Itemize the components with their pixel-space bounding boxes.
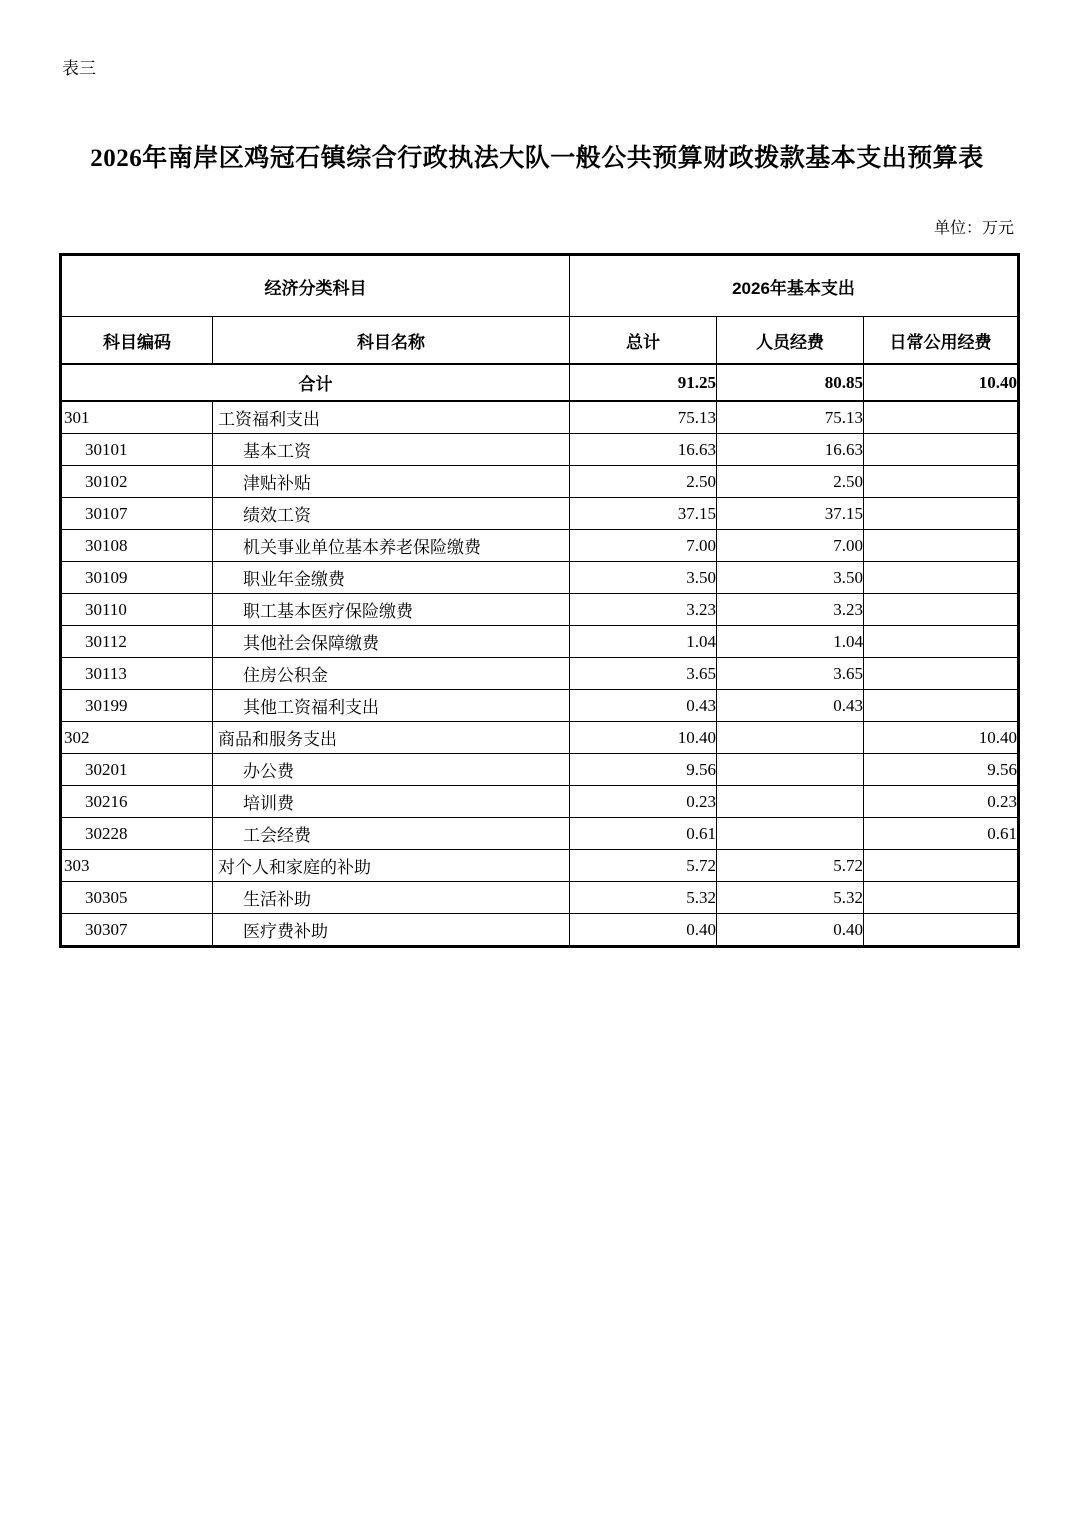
- column-header-daily-public-funds: 日常公用经费: [864, 317, 1019, 365]
- unit-note: 单位：万元: [933, 220, 1014, 237]
- subject-name: 办公费: [213, 754, 570, 786]
- subject-name: 职业年金缴费: [213, 562, 570, 594]
- value-daily: [864, 850, 1019, 882]
- value-total: 2.50: [570, 466, 717, 498]
- value-daily: 9.56: [864, 754, 1019, 786]
- subject-name: 津贴补贴: [213, 466, 570, 498]
- subject-code: 30216: [61, 786, 213, 818]
- value-personnel: 0.40: [717, 914, 864, 947]
- subject-code: 303: [61, 850, 213, 882]
- subject-name: 职工基本医疗保险缴费: [213, 594, 570, 626]
- table-row: [61, 594, 1019, 626]
- column-header-subject-code: 科目编码: [61, 317, 213, 365]
- value-daily: [864, 594, 1019, 626]
- value-daily: [864, 914, 1019, 947]
- column-header-subject-name: 科目名称: [213, 317, 570, 365]
- subject-code: 30102: [61, 466, 213, 498]
- total-row-daily: 10.40: [864, 364, 1019, 401]
- value-total: 75.13: [570, 401, 717, 434]
- value-daily: [864, 562, 1019, 594]
- column-header-personnel-funds: 人员经费: [717, 317, 864, 365]
- subject-name: 生活补助: [213, 882, 570, 914]
- subject-name: 培训费: [213, 786, 570, 818]
- column-header-total: 总计: [570, 317, 717, 365]
- value-personnel: 16.63: [717, 434, 864, 466]
- table-row: [61, 466, 1019, 498]
- table-body: [61, 364, 1019, 947]
- table-row: [61, 722, 1019, 754]
- value-daily: [864, 401, 1019, 434]
- corner-label: 表三: [62, 59, 96, 78]
- value-daily: [864, 498, 1019, 530]
- table-row: [61, 401, 1019, 434]
- table-row: [61, 850, 1019, 882]
- subject-code: 30228: [61, 818, 213, 850]
- value-personnel: 3.23: [717, 594, 864, 626]
- value-total: 1.04: [570, 626, 717, 658]
- value-daily: [864, 658, 1019, 690]
- value-daily: [864, 530, 1019, 562]
- subject-code: 301: [61, 401, 213, 434]
- subject-name: 住房公积金: [213, 658, 570, 690]
- value-personnel: [717, 786, 864, 818]
- subject-code: 30112: [61, 626, 213, 658]
- total-row-personnel: 80.85: [717, 364, 864, 401]
- value-personnel: [717, 818, 864, 850]
- value-total: 3.50: [570, 562, 717, 594]
- value-personnel: 3.65: [717, 658, 864, 690]
- value-total: 0.23: [570, 786, 717, 818]
- page-title: 2026年南岸区鸡冠石镇综合行政执法大队一般公共预算财政拨款基本支出预算表: [90, 145, 984, 172]
- value-total: 3.23: [570, 594, 717, 626]
- value-total: 5.72: [570, 850, 717, 882]
- subject-name: 绩效工资: [213, 498, 570, 530]
- value-total: 0.61: [570, 818, 717, 850]
- value-personnel: 5.32: [717, 882, 864, 914]
- value-daily: 0.23: [864, 786, 1019, 818]
- subject-name: 其他工资福利支出: [213, 690, 570, 722]
- subject-code: 30113: [61, 658, 213, 690]
- table-row: [61, 626, 1019, 658]
- value-daily: [864, 626, 1019, 658]
- total-row: [61, 364, 1019, 401]
- value-daily: [864, 434, 1019, 466]
- value-total: 0.40: [570, 914, 717, 947]
- subject-name: 对个人和家庭的补助: [213, 850, 570, 882]
- budget-table: [59, 253, 1020, 948]
- value-personnel: 2.50: [717, 466, 864, 498]
- value-total: 37.15: [570, 498, 717, 530]
- subject-name: 工资福利支出: [213, 401, 570, 434]
- table-row: [61, 690, 1019, 722]
- value-personnel: [717, 754, 864, 786]
- value-personnel: 7.00: [717, 530, 864, 562]
- subject-name: 基本工资: [213, 434, 570, 466]
- value-personnel: 3.50: [717, 562, 864, 594]
- value-daily: 10.40: [864, 722, 1019, 754]
- table-row: [61, 498, 1019, 530]
- total-row-total: 91.25: [570, 364, 717, 401]
- subject-code: 30108: [61, 530, 213, 562]
- subject-code: 30199: [61, 690, 213, 722]
- value-total: 9.56: [570, 754, 717, 786]
- subject-code: 30110: [61, 594, 213, 626]
- subject-code: 302: [61, 722, 213, 754]
- subject-code: 30101: [61, 434, 213, 466]
- header-group-basic-expenditure: 2026年基本支出: [570, 255, 1019, 317]
- value-personnel: 0.43: [717, 690, 864, 722]
- value-personnel: 37.15: [717, 498, 864, 530]
- table-row: [61, 434, 1019, 466]
- subject-code: 30201: [61, 754, 213, 786]
- value-total: 3.65: [570, 658, 717, 690]
- table-row: [61, 562, 1019, 594]
- value-total: 16.63: [570, 434, 717, 466]
- subject-code: 30307: [61, 914, 213, 947]
- value-personnel: 5.72: [717, 850, 864, 882]
- subject-name: 商品和服务支出: [213, 722, 570, 754]
- value-daily: [864, 690, 1019, 722]
- table-row: [61, 786, 1019, 818]
- value-daily: [864, 882, 1019, 914]
- table-row: [61, 914, 1019, 947]
- table-row: [61, 754, 1019, 786]
- value-total: 5.32: [570, 882, 717, 914]
- value-personnel: 1.04: [717, 626, 864, 658]
- subject-name: 工会经费: [213, 818, 570, 850]
- total-row-label: 合计: [61, 364, 570, 401]
- value-total: 10.40: [570, 722, 717, 754]
- subject-name: 医疗费补助: [213, 914, 570, 947]
- value-daily: 0.61: [864, 818, 1019, 850]
- table-row: [61, 818, 1019, 850]
- table-header: [61, 255, 1019, 365]
- subject-code: 30305: [61, 882, 213, 914]
- subject-code: 30107: [61, 498, 213, 530]
- table-row: [61, 882, 1019, 914]
- subject-name: 其他社会保障缴费: [213, 626, 570, 658]
- subject-code: 30109: [61, 562, 213, 594]
- header-group-row: [61, 255, 1019, 317]
- table-row: [61, 658, 1019, 690]
- value-total: 0.43: [570, 690, 717, 722]
- table-row: [61, 530, 1019, 562]
- value-total: 7.00: [570, 530, 717, 562]
- header-group-economic-classification: 经济分类科目: [61, 255, 570, 317]
- header-columns-row: [61, 317, 1019, 365]
- value-personnel: 75.13: [717, 401, 864, 434]
- value-daily: [864, 466, 1019, 498]
- subject-name: 机关事业单位基本养老保险缴费: [213, 530, 570, 562]
- value-personnel: [717, 722, 864, 754]
